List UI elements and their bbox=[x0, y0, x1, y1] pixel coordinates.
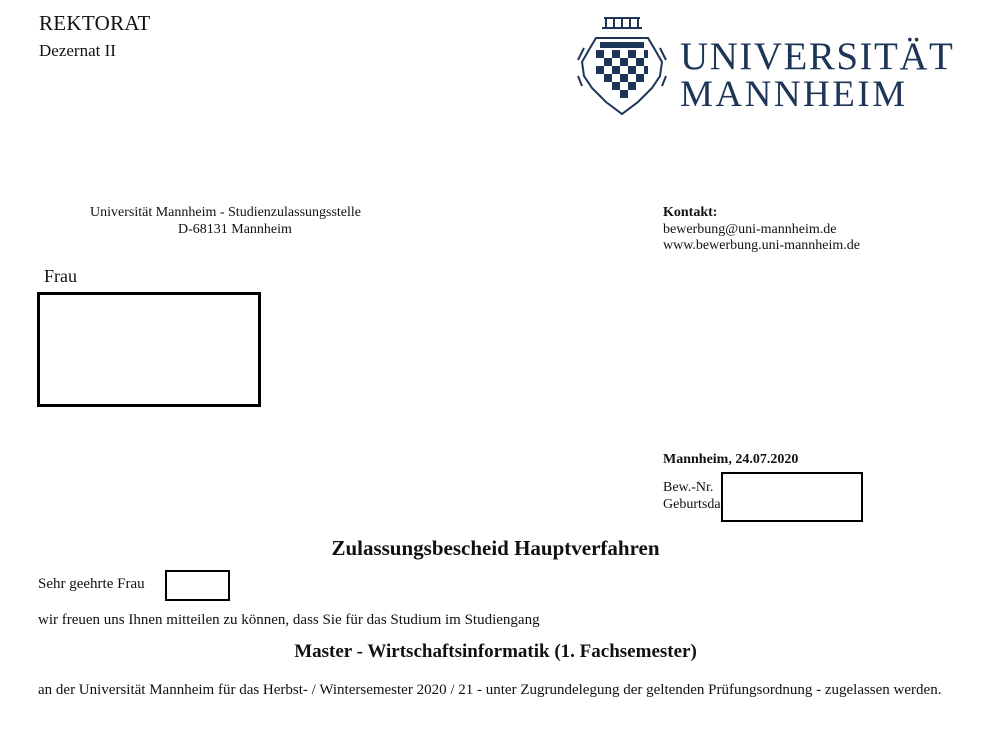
contact-email: bewerbung@uni-mannheim.de bbox=[663, 222, 837, 237]
letter-title: Zulassungsbescheid Hauptverfahren bbox=[331, 536, 660, 560]
letter-body: an der Universität Mannheim für das Herbst- / Wintersemester 2020 / 21 - unter Zugrundelegung der geltenden Prüfungsordnung - zugelassen werden. bbox=[38, 682, 942, 698]
place-date: Mannheim, 24.07.2020 bbox=[663, 452, 799, 467]
redacted-ids-box bbox=[721, 472, 863, 522]
department-label: Dezernat II bbox=[39, 41, 116, 60]
office-heading: REKTORAT bbox=[39, 11, 151, 35]
logo-wordmark-line2: MANNHEIM bbox=[680, 74, 908, 115]
recipient-salutation: Frau bbox=[44, 266, 77, 286]
application-number-label: Bew.-Nr. bbox=[663, 480, 714, 495]
redacted-name-box bbox=[165, 570, 230, 601]
contact-website: www.bewerbung.uni-mannheim.de bbox=[663, 238, 860, 253]
study-program: Master - Wirtschaftsinformatik (1. Fachsemester) bbox=[294, 641, 697, 662]
birthdate-label: Geburtsda bbox=[663, 497, 721, 512]
redacted-address-box bbox=[37, 292, 261, 407]
university-crest-icon bbox=[576, 14, 668, 122]
logo-wordmark-line1: UNIVERSITÄT bbox=[680, 35, 955, 78]
letter-intro: wir freuen uns Ihnen mitteilen zu können, dass Sie für das Studium im Studiengang bbox=[38, 612, 540, 628]
contact-label: Kontakt: bbox=[663, 205, 718, 220]
sender-line-2: D-68131 Mannheim bbox=[178, 222, 292, 237]
sender-line-1: Universität Mannheim - Studienzulassungsstelle bbox=[90, 205, 362, 220]
letter-greeting: Sehr geehrte Frau bbox=[38, 576, 145, 592]
